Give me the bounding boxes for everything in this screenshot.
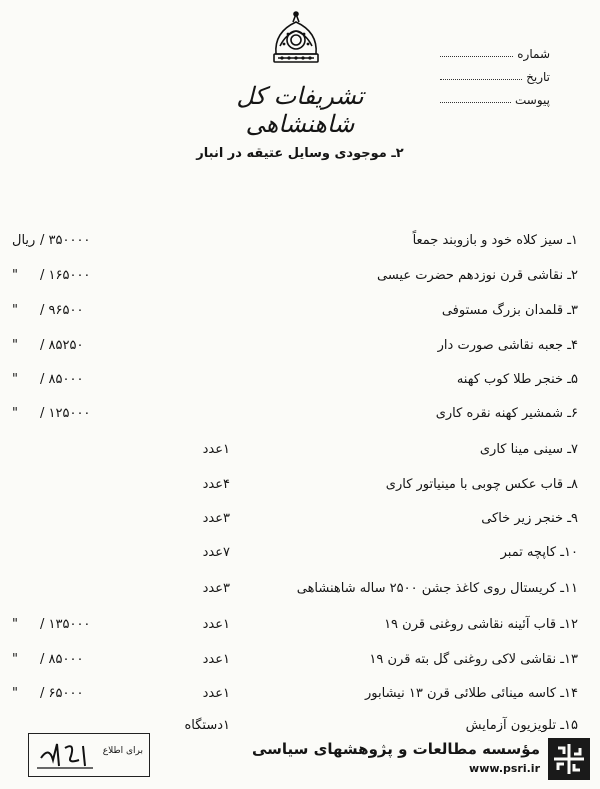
item-description: ۱۵ـ تلویزیون آزمایش — [465, 718, 578, 733]
list-item — [0, 233, 600, 259]
item-unit: ریال — [12, 233, 36, 248]
item-quantity: ۳عدد — [202, 511, 230, 526]
list-item — [0, 372, 600, 398]
item-price: / ۸۵۰۰۰ — [40, 652, 84, 667]
item-unit: " — [12, 617, 18, 632]
item-quantity: ۴عدد — [202, 477, 230, 492]
meta-label: تاریخ — [526, 70, 550, 84]
item-price: / ۸۵۰۰۰ — [40, 372, 84, 387]
item-price: / ۱۳۵۰۰۰ — [40, 617, 91, 632]
item-price: / ۶۵۰۰۰ — [40, 686, 84, 701]
item-quantity: ۷عدد — [202, 545, 230, 560]
item-quantity: ۱دستگاه — [184, 718, 230, 733]
item-description: ۶ـ شمشیر کهنه نقره کاری — [435, 406, 578, 421]
watermark-url: www.psri.ir — [469, 762, 540, 775]
item-description: ۱ـ سیز کلاه خود و بازوبند جمعاً — [412, 233, 578, 248]
item-description: ۲ـ نقاشی قرن نوزدهم حضرت عیسی — [376, 268, 578, 283]
watermark-name: مؤسسه مطالعات و پژوهشهای سیاسی — [251, 740, 540, 758]
item-description: ۹ـ خنجر زیر خاکی — [481, 511, 578, 526]
item-description: ۴ـ جعبه نقاشی صورت دار — [437, 338, 578, 353]
item-unit: " — [12, 686, 18, 701]
letterhead-title: تشریفات کل شاهنشاهی — [236, 82, 364, 138]
psri-watermark — [251, 736, 590, 784]
stamp-text: برای اطلاع — [102, 746, 143, 756]
item-price: / ۳۵۰۰۰۰ — [40, 233, 91, 248]
item-description: ۱۰ـ کاپچه تمبر — [500, 545, 578, 560]
item-unit: " — [12, 338, 18, 353]
item-price: / ۱۲۵۰۰۰ — [40, 406, 91, 421]
document-title: ۲ـ موجودی وسایل عتیقه در انبار — [196, 146, 404, 161]
item-unit: " — [12, 652, 18, 667]
item-description: ۸ـ قاب عکس چوبی با مینیاتور کاری — [385, 477, 578, 492]
list-item — [0, 268, 600, 294]
list-item — [0, 581, 600, 607]
list-item — [0, 652, 600, 678]
meta-line — [440, 55, 513, 57]
meta-attachment-field — [440, 84, 550, 107]
meta-label: شماره — [517, 47, 550, 61]
item-price: / ۸۵۲۵۰ — [40, 338, 84, 353]
item-description: ۱۲ـ قاب آئینه نقاشی روغنی قرن ۱۹ — [384, 617, 578, 632]
item-price: / ۹۶۵۰۰ — [40, 303, 84, 318]
item-unit: " — [12, 406, 18, 421]
list-item — [0, 406, 600, 432]
item-quantity: ۱عدد — [202, 442, 230, 457]
list-item — [0, 477, 600, 503]
list-item — [0, 545, 600, 571]
list-item — [0, 511, 600, 537]
psri-logo-icon — [548, 738, 590, 780]
item-description: ۵ـ خنجر طلا کوب کهنه — [456, 372, 578, 387]
pahlavi-crown-icon — [266, 10, 326, 68]
item-quantity: ۱عدد — [202, 617, 230, 632]
letterhead-meta — [440, 38, 550, 107]
item-unit: " — [12, 268, 18, 283]
list-item — [0, 303, 600, 329]
item-unit: " — [12, 372, 18, 387]
item-quantity: ۳عدد — [202, 581, 230, 596]
meta-label: پیوست — [515, 93, 550, 107]
item-description: ۱۴ـ کاسه مینائی طلائی قرن ۱۳ نیشابور — [365, 686, 578, 701]
signature-icon — [35, 738, 95, 772]
item-unit: " — [12, 303, 18, 318]
meta-date-field — [440, 61, 550, 84]
item-price: / ۱۶۵۰۰۰ — [40, 268, 91, 283]
meta-number-field — [440, 38, 550, 61]
meta-line — [440, 101, 511, 103]
list-item — [0, 338, 600, 364]
item-description: ۱۱ـ کریستال روی کاغذ جشن ۲۵۰۰ ساله شاهنشاهی — [296, 581, 578, 596]
item-quantity: ۱عدد — [202, 652, 230, 667]
meta-line — [440, 78, 522, 80]
item-description: ۷ـ سینی مینا کاری — [479, 442, 578, 457]
item-quantity: ۱عدد — [202, 686, 230, 701]
list-item — [0, 686, 600, 712]
list-item — [0, 442, 600, 468]
list-item — [0, 617, 600, 643]
item-description: ۳ـ قلمدان بزرگ مستوفی — [441, 303, 578, 318]
item-description: ۱۳ـ نقاشی لاکی روغنی گل بته قرن ۱۹ — [369, 652, 578, 667]
review-stamp — [28, 733, 150, 777]
